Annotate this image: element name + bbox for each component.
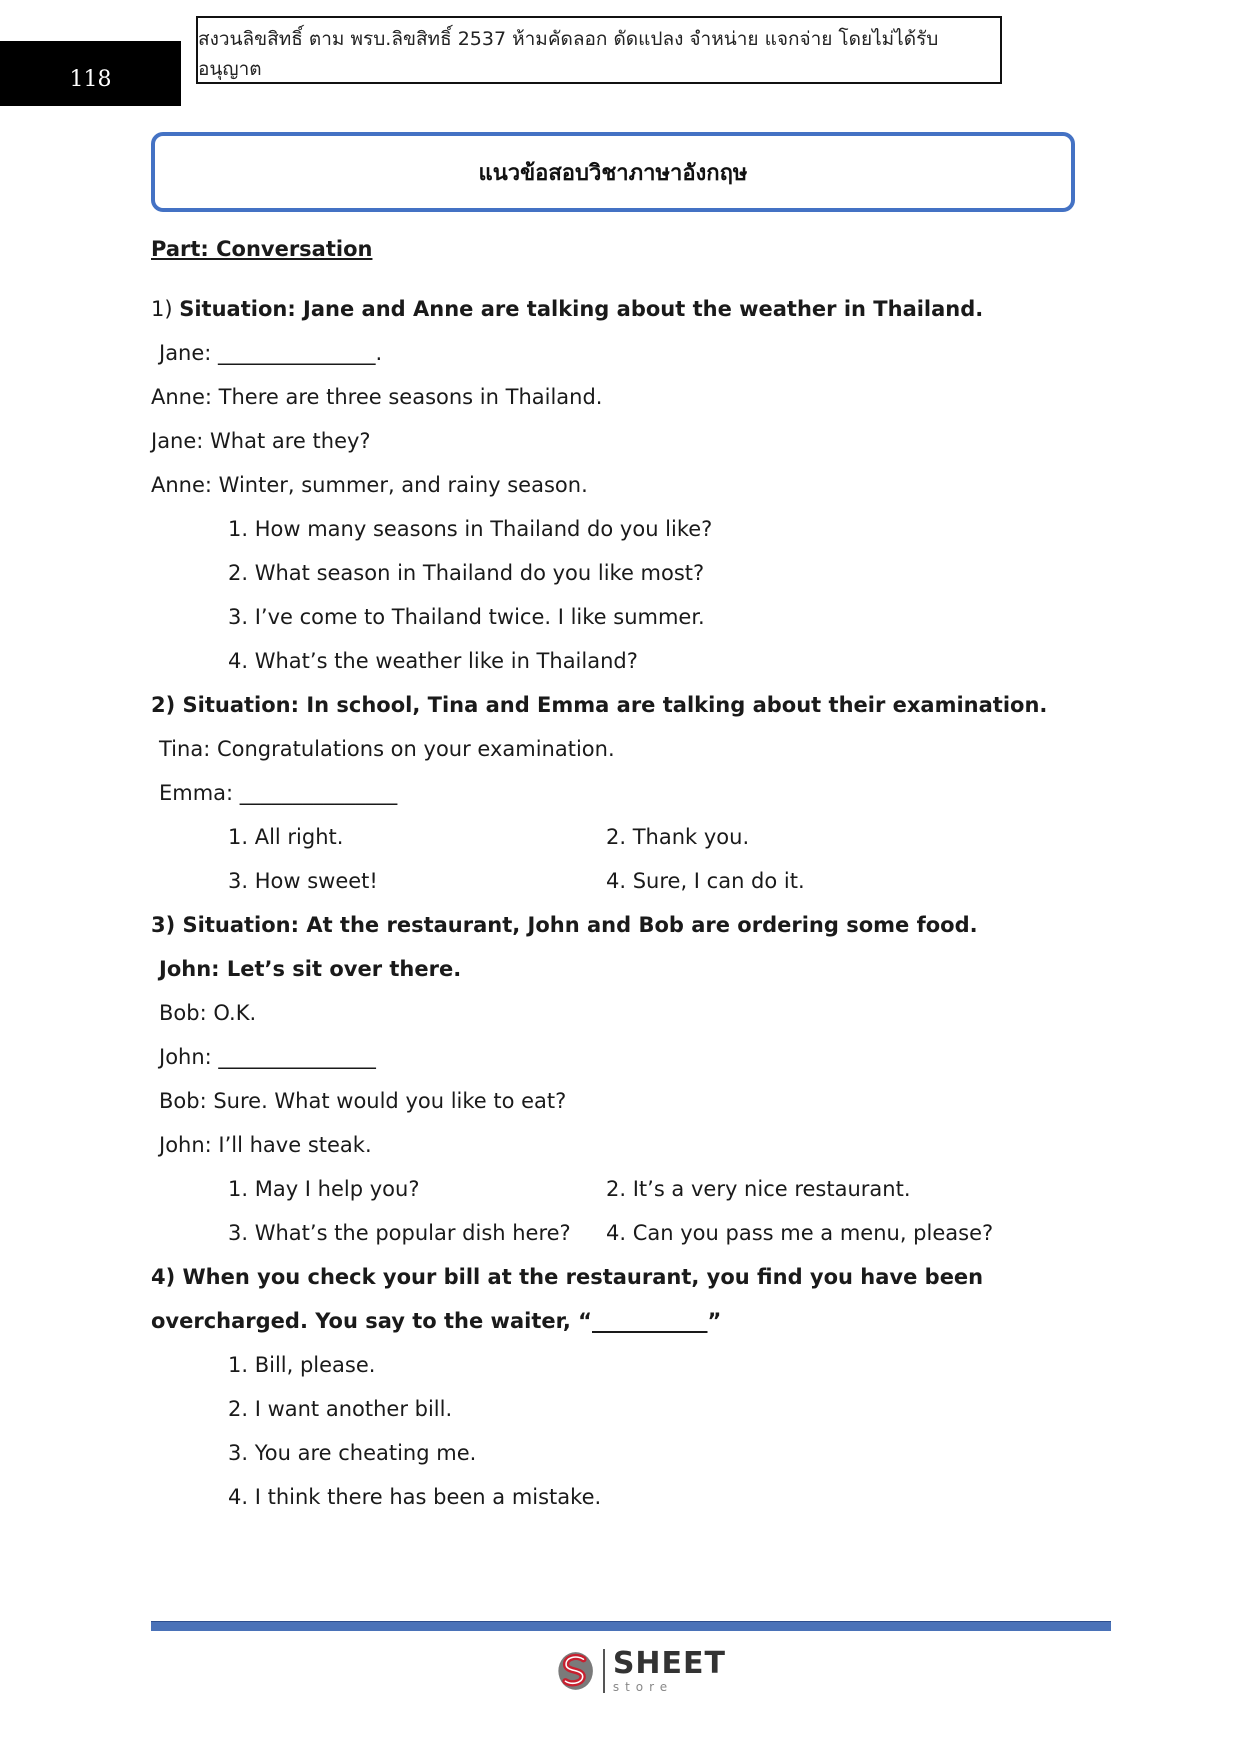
answer-option: 4. Can you pass me a menu, please? xyxy=(606,1221,994,1245)
answer-option: 1. How many seasons in Thailand do you like? xyxy=(228,517,713,541)
question-1-situation-text: Situation: Jane and Anne are talking about the weather in Thailand. xyxy=(179,297,984,321)
footer-rule xyxy=(151,1621,1111,1631)
sheet-store-s-icon xyxy=(556,1644,595,1698)
question-content xyxy=(151,227,1091,1519)
answer-option-row xyxy=(151,859,1091,903)
answer-option: 3. How sweet! xyxy=(228,869,378,893)
answer-option: 3. What’s the popular dish here? xyxy=(228,1221,571,1245)
answer-option: 3. I’ve come to Thailand twice. I like summer. xyxy=(228,605,705,629)
dialogue-line: Tina: Congratulations on your examination. xyxy=(159,737,615,761)
answer-option-row xyxy=(151,815,1091,859)
dialogue-line: Emma: _______________ xyxy=(159,781,398,805)
answer-option: 3. You are cheating me. xyxy=(228,1441,477,1465)
page-title: แนวข้อสอบวิชาภาษาอังกฤษ xyxy=(478,160,748,186)
sheet-store-logo xyxy=(556,1643,726,1699)
copyright-notice: สงวนลิขสิทธิ์ ตาม พรบ.ลิขสิทธิ์ 2537 ห้ามคัดลอก ดัดแปลง จำหน่าย แจกจ่าย โดยไม่ได้รับอนุญาต xyxy=(196,16,1002,84)
dialogue-line: Jane: What are they? xyxy=(151,429,371,453)
answer-option: 1. All right. xyxy=(228,825,344,849)
answer-option: 1. May I help you? xyxy=(228,1177,420,1201)
dialogue-line: Anne: Winter, summer, and rainy season. xyxy=(151,473,588,497)
dialogue-line: Bob: Sure. What would you like to eat? xyxy=(159,1089,567,1113)
question-1-situation xyxy=(151,287,1091,331)
answer-option-row xyxy=(151,1211,1091,1255)
dialogue-line: John: I’ll have steak. xyxy=(159,1133,372,1157)
dialogue-line: Bob: O.K. xyxy=(159,1001,257,1025)
logo-sub-text: store xyxy=(612,1680,674,1694)
question-4-text: overcharged. You say to the waiter, “___________” xyxy=(151,1309,722,1333)
page-title-box xyxy=(151,132,1075,212)
answer-option: 4. Sure, I can do it. xyxy=(606,869,805,893)
logo-text xyxy=(612,1646,726,1694)
question-1-number: 1) xyxy=(151,297,180,321)
dialogue-line: John: Let’s sit over there. xyxy=(159,957,462,981)
question-2-situation: 2) Situation: In school, Tina and Emma are talking about their examination. xyxy=(151,693,1048,717)
question-4-text: 4) When you check your bill at the restaurant, you find you have been xyxy=(151,1265,984,1289)
logo-main-text: SHEET xyxy=(612,1646,726,1681)
answer-option: 2. I want another bill. xyxy=(228,1397,453,1421)
dialogue-line: Jane: _______________. xyxy=(159,341,383,365)
answer-option-row xyxy=(151,1167,1091,1211)
logo-separator xyxy=(603,1649,605,1693)
answer-option: 4. I think there has been a mistake. xyxy=(228,1485,602,1509)
answer-option: 2. What season in Thailand do you like most? xyxy=(228,561,705,585)
answer-option: 2. Thank you. xyxy=(606,825,750,849)
answer-option: 1. Bill, please. xyxy=(228,1353,376,1377)
dialogue-line: Anne: There are three seasons in Thailand. xyxy=(151,385,603,409)
page-number: 118 xyxy=(0,41,181,106)
answer-option: 2. It’s a very nice restaurant. xyxy=(606,1177,911,1201)
section-heading: Part: Conversation xyxy=(151,237,373,261)
question-3-situation: 3) Situation: At the restaurant, John and Bob are ordering some food. xyxy=(151,913,978,937)
dialogue-line: John: _______________ xyxy=(159,1045,376,1069)
answer-option: 4. What’s the weather like in Thailand? xyxy=(228,649,638,673)
